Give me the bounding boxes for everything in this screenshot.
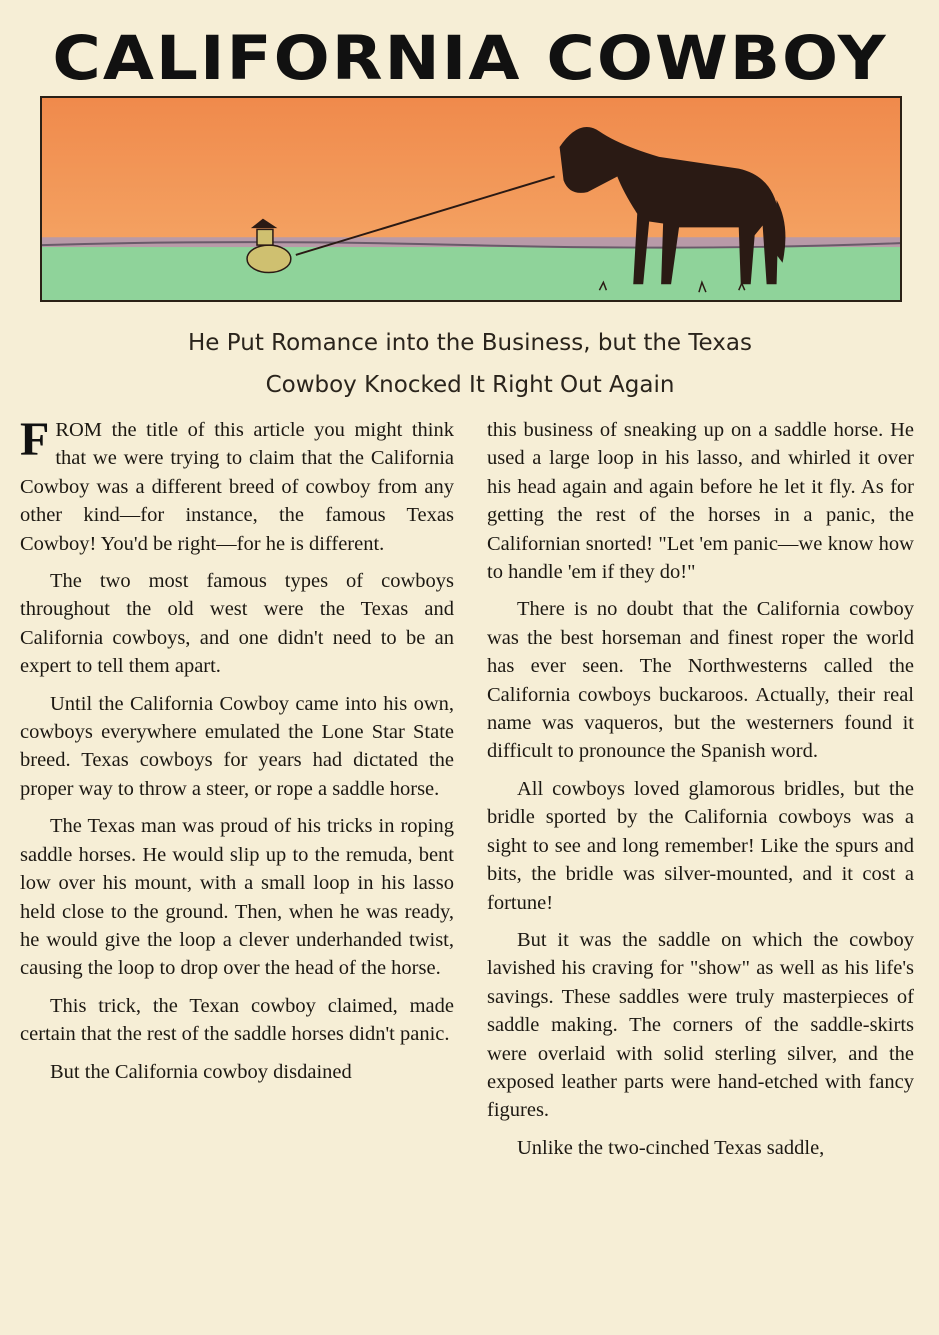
paragraph: There is no doubt that the California cowboy was the best horseman and finest roper the world has ever seen. The Northwesterns called the California cowboys buckaroos. Actually, their real name was vaqueros, but the westerners found it difficult to pronounce the Spanish word. (487, 598, 914, 763)
paragraph: Until the California Cowboy came into his own, cowboys everywhere emulated the Lone Star State breed. Texas cowboys for years had dictated the proper way to throw a steer, or rope a saddle horse. (20, 692, 454, 800)
drop-cap: F (20, 413, 50, 466)
paragraph: this business of sneaking up on a saddle horse. He used a large loop in his lasso, and whirled it over his head again and again before he let it fly. As for getting the rest of the horses in a panic, the Californian snorted! "Let 'em panic—we know how to handle 'em if they do!" (487, 419, 914, 584)
article-subtitle (60, 322, 880, 406)
paragraph: This trick, the Texan cowboy claimed, made certain that the rest of the saddle horses didn't panic. (20, 994, 454, 1046)
right-column (487, 416, 914, 1171)
paragraph: But the California cowboy disdained (50, 1060, 352, 1083)
paragraph-text: ROM the title of this article you might think that we were trying to claim that the California Cowboy was a different breed of cowboy from any other kind—for instance, the famous Texas Cowboy! You'd be right—for he is different. (20, 419, 454, 555)
cowboy-illustration (40, 96, 902, 302)
paragraph (20, 413, 454, 558)
paragraph: But it was the saddle on which the cowboy lavished his craving for "show" as well as his life's savings. These saddles were truly masterpieces of saddle making. The corners of the saddle-skirts were overlaid with solid sterling silver, and the exposed leather parts were hand-etched with fancy figures. (487, 928, 914, 1122)
paragraph: The Texas man was proud of his tricks in roping saddle horses. He would slip up to the remuda, bent low over his mount, with a small loop in his lasso held close to the ground. Then, when he was ready, he would give the loop a clever underhanded twist, causing the loop to drop over the head of the horse. (20, 815, 454, 980)
paragraph: Unlike the two-cinched Texas saddle, (517, 1136, 825, 1159)
paragraph: All cowboys loved glamorous bridles, but the bridle sported by the California cowboys was a sight to see and long remember! Like the spurs and bits, the bridle was silver-mounted, and it cost a fortune! (487, 777, 914, 914)
left-column (20, 413, 454, 1095)
subtitle-line-1: He Put Romance into the Business, but the Texas (188, 330, 752, 356)
subtitle-line-2: Cowboy Knocked It Right Out Again (265, 372, 675, 398)
paragraph: The two most famous types of cowboys throughout the old west were the Texas and California cowboys, and one didn't need to be an expert to tell them apart. (20, 570, 454, 678)
article-title: CALIFORNIA COWBOY (52, 23, 888, 94)
roping-scene-image (42, 98, 900, 300)
